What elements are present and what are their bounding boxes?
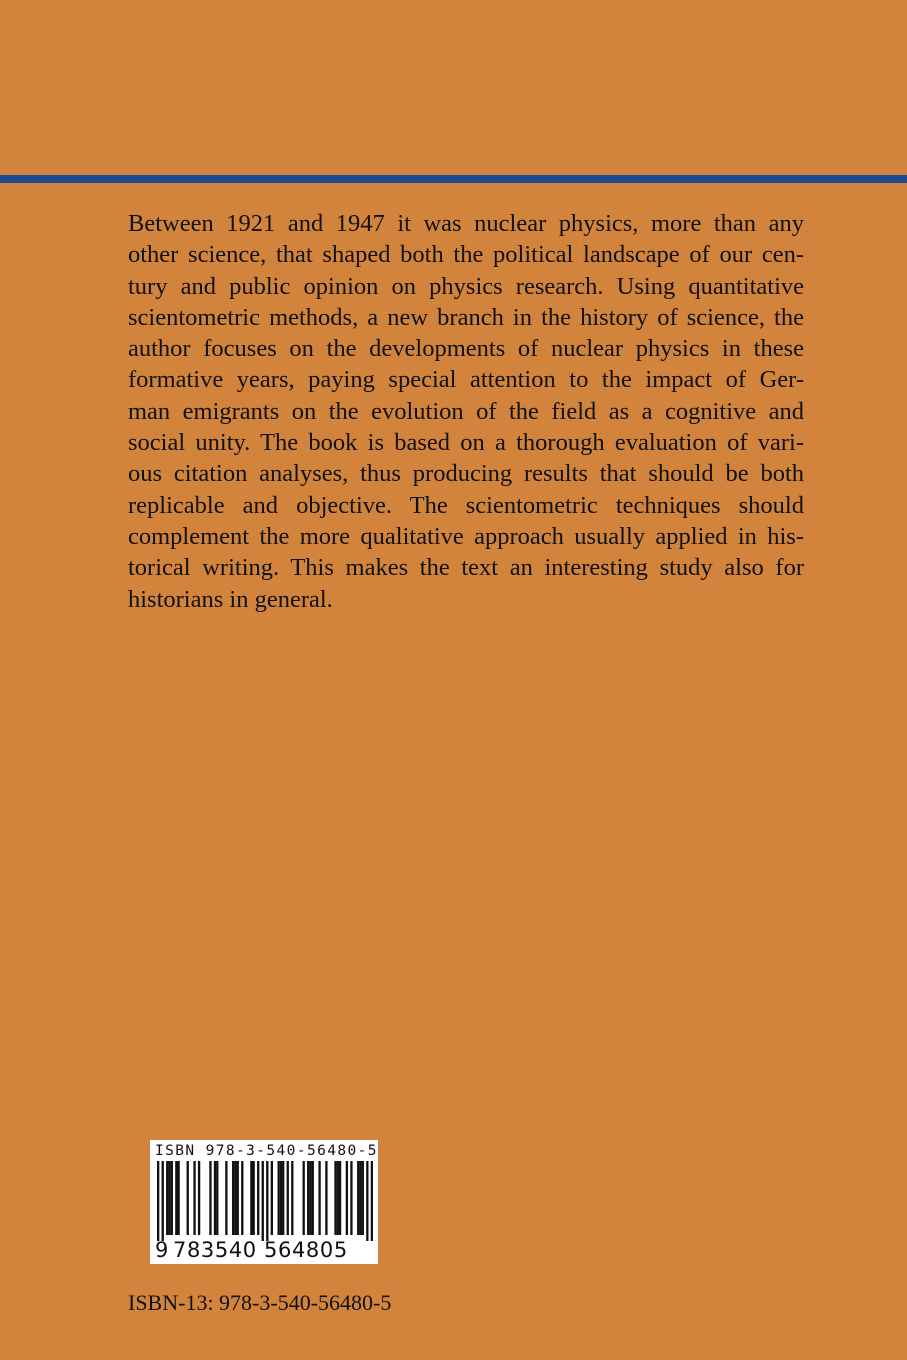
barcode-bar — [278, 1161, 280, 1235]
barcode-bar — [291, 1161, 293, 1235]
blurb-line: tury and public opinion on physics research. Using quantitative — [128, 272, 804, 300]
blurb-line: replicable and objective. The scientometric techniques should — [128, 491, 804, 519]
barcode-bar — [287, 1161, 289, 1235]
barcode-bar — [157, 1161, 159, 1241]
barcode-bar — [357, 1161, 359, 1235]
barcode-bar — [262, 1161, 264, 1241]
isbn-barcode — [150, 1140, 378, 1264]
barcode-bar — [168, 1161, 170, 1235]
barcode-bar — [346, 1161, 348, 1235]
barcode-digit-lead: 9 — [155, 1238, 169, 1262]
barcode-bar — [334, 1161, 336, 1235]
barcode-bar — [257, 1161, 259, 1235]
blurb-line: man emigrants on the evolution of the field as a cognitive and — [128, 397, 804, 425]
barcode-bar — [198, 1161, 200, 1235]
blurb-line: historians in general. — [128, 585, 333, 613]
barcode-bar — [234, 1161, 236, 1235]
barcode-bar — [325, 1161, 327, 1235]
barcode-bar — [359, 1161, 361, 1235]
barcode-bar — [309, 1161, 311, 1235]
back-cover-blurb — [128, 208, 804, 615]
barcode-bar — [166, 1161, 168, 1235]
barcode-bar — [371, 1161, 373, 1241]
barcode-bar — [252, 1161, 254, 1235]
blurb-line: torical writing. This makes the text an interesting study also for — [128, 554, 804, 582]
barcode-bar — [187, 1161, 189, 1235]
barcode-bar — [266, 1161, 268, 1241]
barcode-bar — [214, 1161, 216, 1235]
barcode-bar — [250, 1161, 252, 1235]
blurb-line: social unity. The book is based on a thorough evaluation of vari- — [128, 429, 804, 457]
barcode-bar — [303, 1161, 305, 1235]
barcode-bars — [157, 1161, 373, 1241]
barcode-bar — [362, 1161, 364, 1235]
barcode-bar — [232, 1161, 234, 1235]
blurb-line: author focuses on the developments of nuclear physics in these — [128, 335, 804, 363]
barcode-bar — [193, 1161, 195, 1235]
barcode-bar — [216, 1161, 218, 1235]
barcode-bar — [366, 1161, 368, 1241]
blurb-line: scientometric methods, a new branch in the history of science, the — [128, 303, 804, 331]
barcode-bar — [225, 1161, 227, 1235]
barcode-bar — [171, 1161, 173, 1235]
barcode-bar — [162, 1161, 164, 1241]
barcode-bar — [280, 1161, 282, 1235]
isbn-13-footer: ISBN-13: 978-3-540-56480-5 — [128, 1290, 392, 1315]
barcode-bar — [307, 1161, 309, 1235]
barcode-bar — [237, 1161, 239, 1235]
barcode-bar — [339, 1161, 341, 1235]
barcode-bar — [177, 1161, 179, 1235]
barcode-bar — [175, 1161, 177, 1235]
barcode-bar — [312, 1161, 314, 1235]
decorative-blue-rule — [0, 175, 907, 183]
barcode-bar — [209, 1161, 211, 1235]
blurb-line: other science, that shaped both the political landscape of our cen- — [128, 241, 804, 269]
blurb-line: Between 1921 and 1947 it was nuclear physics, more than any — [128, 210, 804, 237]
barcode-bar — [337, 1161, 339, 1235]
barcode-bar — [350, 1161, 352, 1235]
blurb-line: ous citation analyses, thus producing results that should be both — [128, 460, 804, 488]
blurb-line: formative years, paying special attention to the impact of Ger- — [128, 366, 804, 394]
blurb-line: complement the more qualitative approach usually applied in his- — [128, 522, 804, 550]
barcode-bar — [241, 1161, 243, 1235]
barcode-isbn-label: ISBN 978-3-540-56480-5 — [155, 1143, 378, 1159]
barcode-bar — [282, 1161, 284, 1235]
barcode-bar — [318, 1161, 320, 1235]
barcode-bar — [271, 1161, 273, 1235]
barcode-digit-groups: 783540 564805 — [173, 1238, 348, 1262]
